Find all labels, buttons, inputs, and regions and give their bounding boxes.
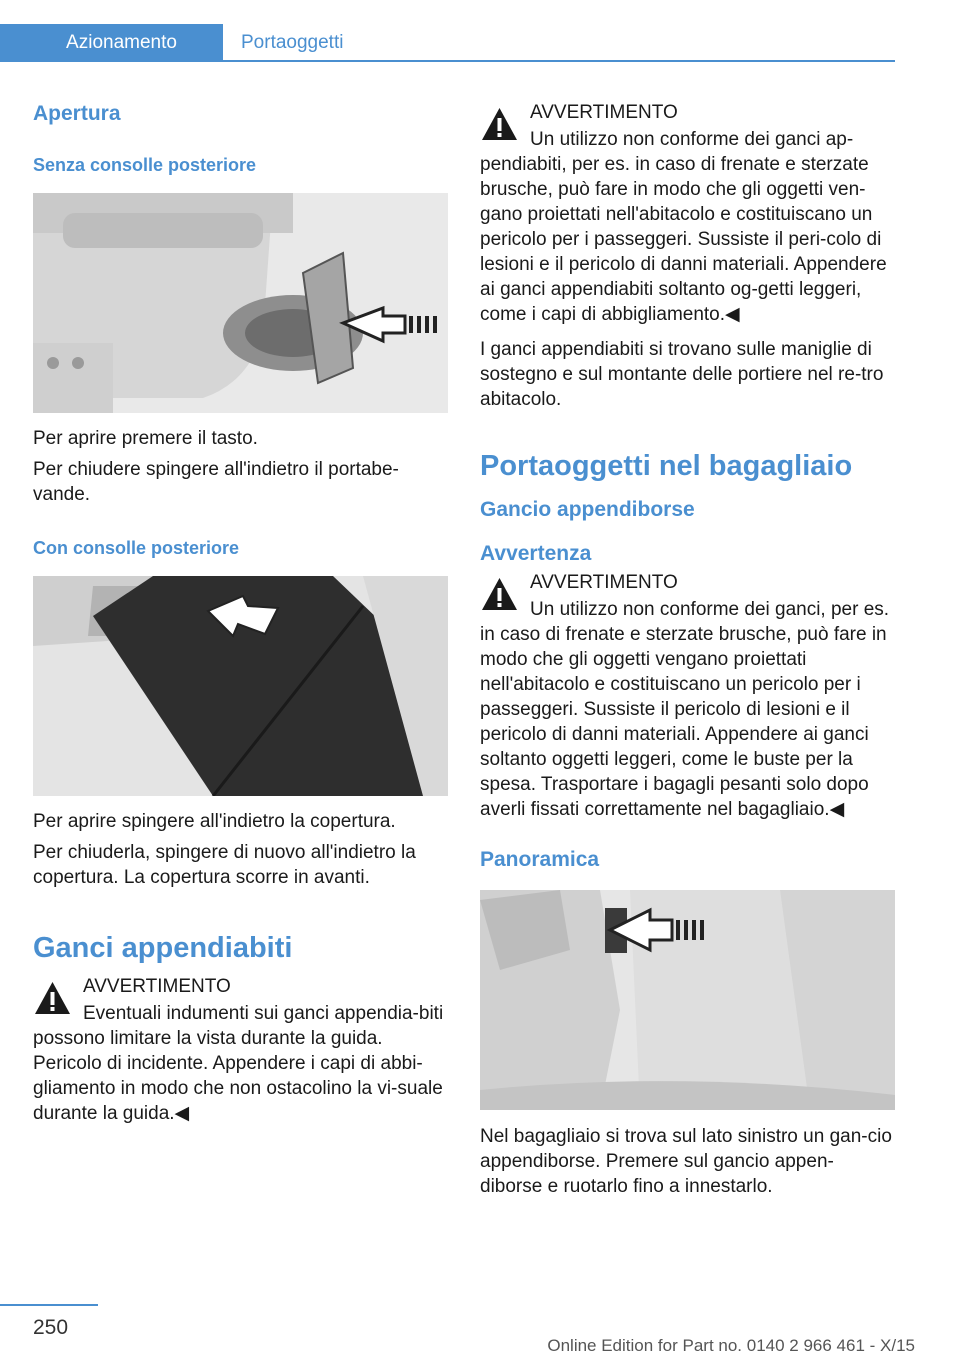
warning-title: AVVERTIMENTO xyxy=(530,572,678,593)
warning-icon xyxy=(33,980,72,1016)
header-rule xyxy=(0,60,895,62)
warning-icon xyxy=(480,106,519,142)
heading-apertura: Apertura xyxy=(33,102,121,125)
subheading-avvertenza: Avvertenza xyxy=(480,542,592,565)
text-ganci-posizione: I ganci appendiabiti si trovano sulle maniglie di sostegno e sul montante delle portiere nel re‐tro abitacolo. xyxy=(480,339,884,410)
subheading-con-consolle: Con consolle posteriore xyxy=(33,538,240,558)
warning-title: AVVERTIMENTO xyxy=(530,102,678,123)
text-gancio-istruzioni: Nel bagagliaio si trova sul lato sinistro un gan‐cio appendiborse. Premere sul gancio appen‐diborse e ruotarlo fino a innestarlo. xyxy=(480,1126,892,1197)
console-cover-image xyxy=(33,576,448,796)
page-number: 250 xyxy=(33,1316,69,1339)
warning-block-appendiabiti xyxy=(480,100,895,327)
warning-text: Eventuali indumenti sui ganci appendia‐biti possono limitare la vista durante la guida. Pericolo di incidente. Appendere i capi di abbi‐gliamento in modo che non ostacolino la vi‐suale durante la guida.◀ xyxy=(33,1003,444,1124)
footer-rule xyxy=(0,1304,98,1306)
heading-portaoggetti-bagagliaio: Portaoggetti nel bagagliaio xyxy=(480,450,853,482)
subheading-senza-consolle: Senza consolle posteriore xyxy=(33,155,257,175)
left-column xyxy=(33,100,448,1126)
right-column xyxy=(480,100,895,1199)
warning-block-ganci xyxy=(33,974,448,1126)
warning-title: AVVERTIMENTO xyxy=(83,976,231,997)
text-apertura-2: Per chiudere spingere all'indietro il portabe‐vande. xyxy=(33,459,399,505)
warning-text: Un utilizzo non conforme dei ganci, per es. in caso di frenate e sterzate brusche, può fare in modo che gli oggetti vengano proiettati nell'abitacolo e costituiscano un pericolo per i passeggeri. Sussiste il pericolo di lesioni e il pericolo di danni materiali. Appendere ai ganci soltanto oggetti leggeri, come le buste per la spesa. Trasportare i bagagli pesanti solo dopo averli fissati correttamente nel bagagliaio.◀ xyxy=(480,599,890,820)
tab-portaoggetti[interactable]: Portaoggetti xyxy=(241,31,344,53)
heading-ganci-appendiabiti: Ganci appendiabiti xyxy=(33,932,293,964)
subheading-panoramica: Panoramica xyxy=(480,848,600,871)
warning-text: Un utilizzo non conforme dei ganci ap‐pendiabiti, per es. in caso di frenate e sterzate brusche, può fare in modo che gli oggetti ven‐gano proiettati nell'abitacolo e costituiscano un pericolo per i passeggeri. Sussiste il peri‐colo di lesioni e il pericolo di danni materiali. Appendere ai ganci appendiabiti soltanto og‐getti leggeri, come i capi di abbigliamento.◀ xyxy=(480,129,887,325)
warning-icon xyxy=(480,576,519,612)
edition-note: Online Edition for Part no. 0140 2 966 461 - X/15 xyxy=(547,1336,915,1355)
warning-block-bagagliaio xyxy=(480,570,895,822)
tab-azionamento[interactable]: Azionamento xyxy=(0,24,223,61)
text-console-2: Per chiuderla, spingere di nuovo all'indietro la copertura. La copertura scorre in avanti. xyxy=(33,842,416,888)
subheading-gancio-appendiborse: Gancio appendiborse xyxy=(480,498,695,521)
cupholder-image xyxy=(33,193,448,413)
text-apertura-1: Per aprire premere il tasto. xyxy=(33,428,258,449)
text-console-1: Per aprire spingere all'indietro la copertura. xyxy=(33,811,396,832)
trunk-hook-image xyxy=(480,890,895,1110)
